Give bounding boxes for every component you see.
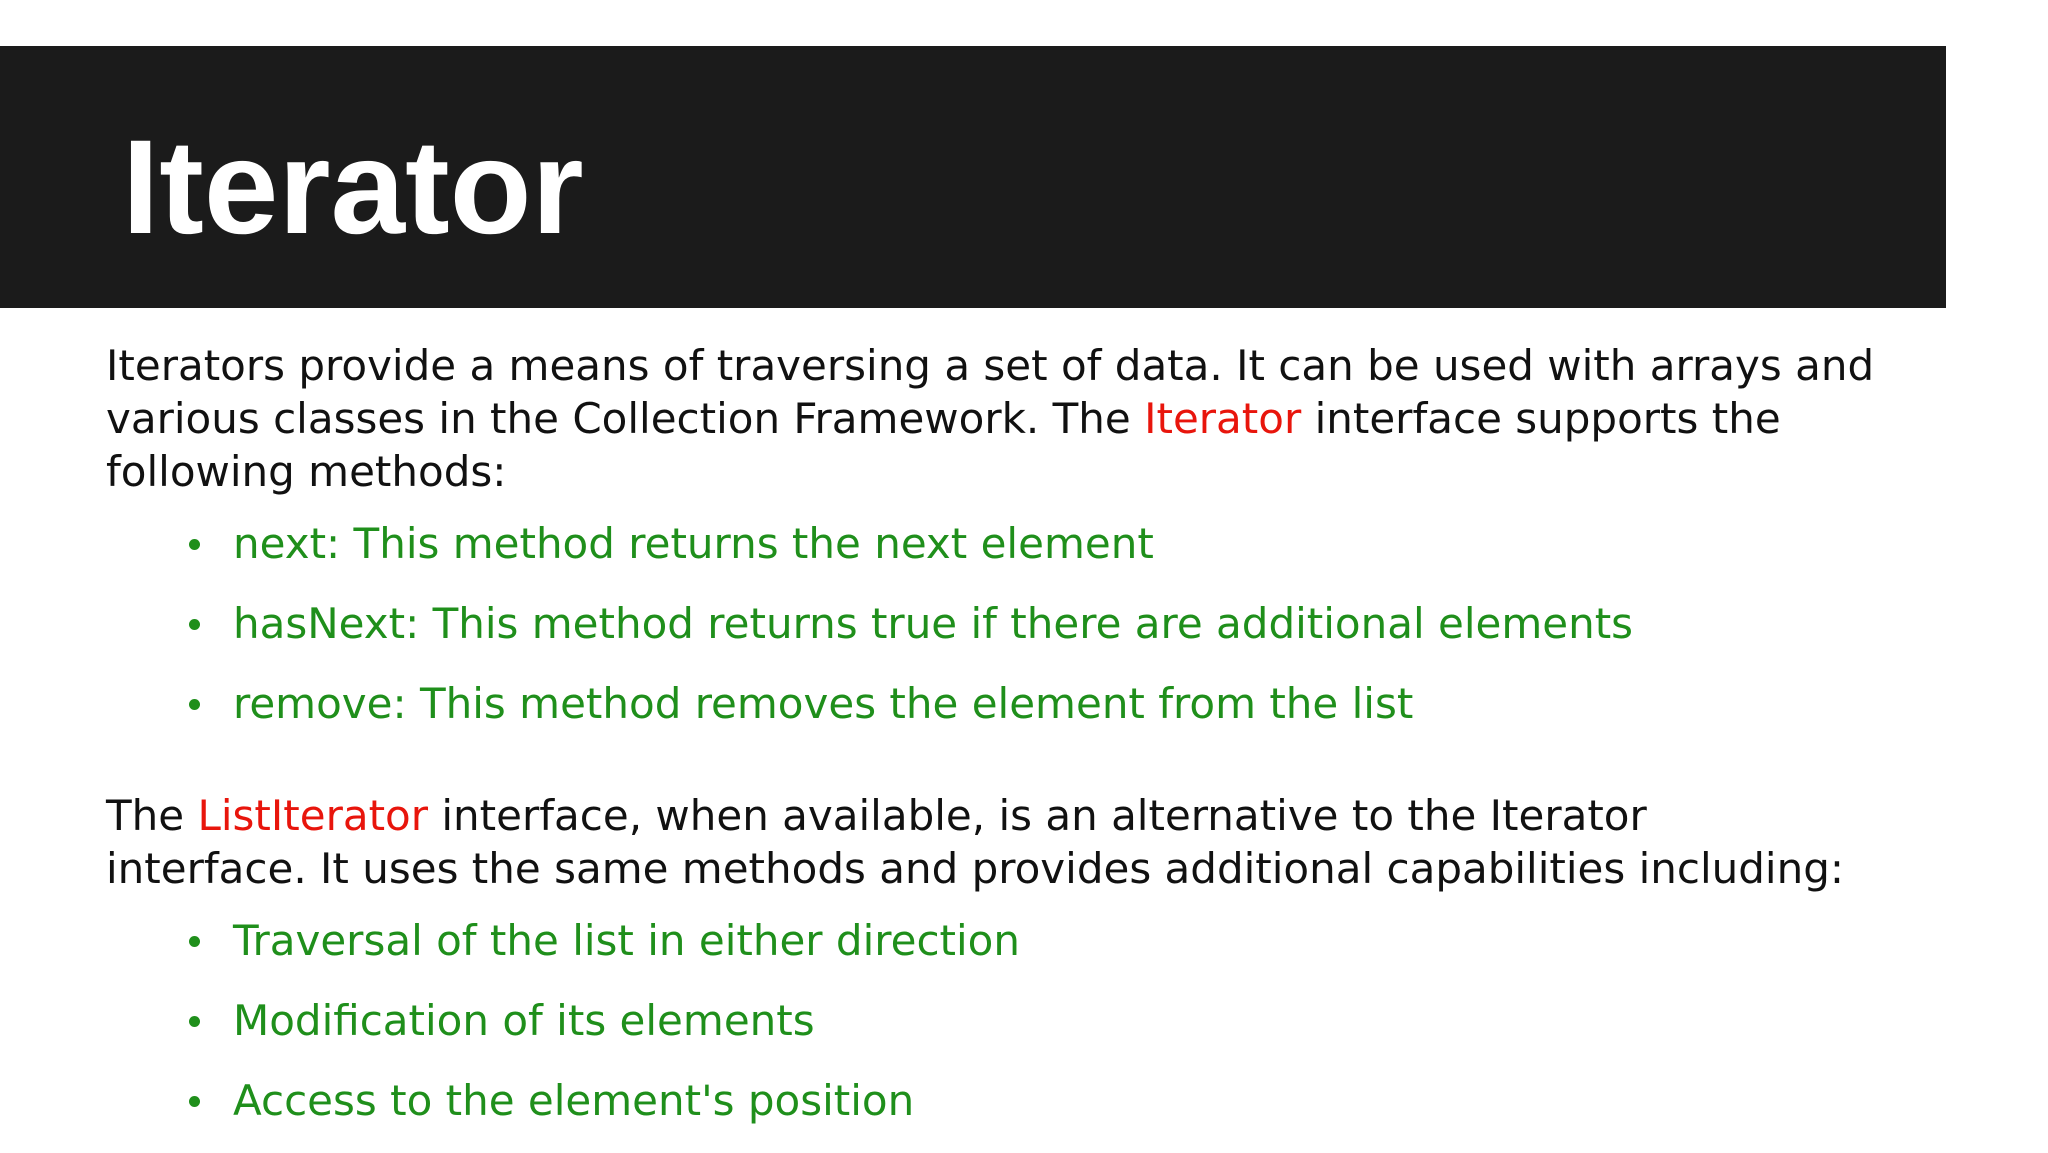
intro-line-3: following methods: [106, 447, 507, 496]
slide-title: Iterator [122, 113, 584, 262]
bullet-icon [189, 1096, 200, 1107]
listiterator-line-1-end: interface, when available, is an alternative to the Iterator [428, 791, 1647, 840]
bullet-icon [189, 539, 200, 550]
listiterator-line-2: interface. It uses the same methods and provides additional capabilities including: [106, 844, 1845, 893]
list-item-text: Traversal of the list in either direction [233, 916, 1020, 965]
bullet-icon [189, 699, 200, 710]
intro-line-1: Iterators provide a means of traversing a set of data. It can be used with arrays and [106, 341, 1875, 390]
list-item-text: remove: This method removes the element from the list [233, 679, 1414, 728]
listiterator-keyword: ListIterator [197, 791, 429, 840]
intro-line-2-end: interface supports the [1301, 394, 1781, 443]
list-item-text: next: This method returns the next element [233, 519, 1154, 568]
iterator-keyword: Iterator [1144, 394, 1302, 443]
list-item-text: hasNext: This method returns true if there are additional elements [233, 599, 1634, 648]
bullet-icon [189, 619, 200, 630]
list-item-text: Access to the element's position [233, 1076, 915, 1125]
intro-paragraph [106, 339, 1874, 498]
list-item-text: Modification of its elements [233, 996, 815, 1045]
bullet-icon [189, 1016, 200, 1027]
listiterator-line-1-start: The [106, 791, 198, 840]
listiterator-paragraph [106, 789, 1844, 895]
bullet-icon [189, 936, 200, 947]
intro-line-2-start: various classes in the Collection Framework. The [106, 394, 1145, 443]
